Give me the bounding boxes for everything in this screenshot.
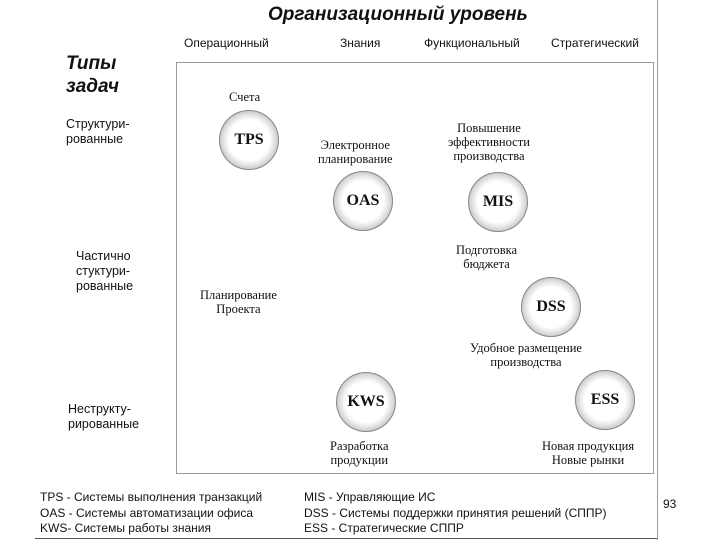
label-efficiency-line-2: эффективности: [448, 135, 530, 149]
legend-mis: MIS - Управляющие ИС: [304, 490, 436, 504]
row-structured-line-1: Структури-: [66, 117, 130, 131]
task-types-line-1: Типы: [66, 53, 117, 74]
label-efficiency-line-1: Повышение: [457, 121, 521, 135]
row-unstructured-line-2: рированные: [68, 417, 140, 431]
label-product-development-line-2: продукции: [330, 453, 389, 467]
node-dss: [521, 277, 581, 337]
row-label-structured: [66, 117, 130, 147]
node-ess-label: ESS: [590, 391, 620, 408]
label-product-development-line-1: Разработка: [330, 439, 389, 453]
legend-dss: DSS - Системы поддержки принятия решений (СППР): [304, 505, 607, 520]
label-budget: [456, 243, 517, 271]
label-efficiency-line-3: производства: [453, 149, 525, 163]
column-header-strategic: Стратегический: [551, 36, 639, 50]
legend-kws: KWS- Системы работы знания: [40, 521, 211, 535]
label-new-products-line-1: Новая продукция: [542, 439, 635, 453]
node-mis-label: MIS: [482, 193, 514, 210]
node-tps: [219, 110, 279, 170]
bottom-rule: [35, 538, 657, 539]
row-semistructured-line-3: рованные: [76, 279, 134, 293]
diagram-title: Организационный уровень: [268, 4, 528, 25]
task-types-title: [66, 52, 119, 98]
node-oas: [333, 171, 393, 231]
row-semistructured-line-2: стуктури-: [76, 264, 131, 278]
row-label-unstructured: [68, 402, 139, 432]
node-dss-label: DSS: [536, 298, 566, 315]
label-production-placement-line-2: производства: [490, 355, 562, 369]
node-ess: [575, 370, 635, 430]
column-header-operational: Операционный: [184, 36, 269, 50]
label-efficiency: [448, 121, 530, 163]
node-kws: [336, 372, 396, 432]
row-structured-line-2: рованные: [66, 132, 124, 146]
column-header-knowledge: Знания: [340, 36, 381, 50]
legend-tps: TPS - Системы выполнения транзакций: [40, 490, 263, 504]
task-types-line-2: задач: [66, 76, 119, 97]
label-budget-line-1: Подготовка: [456, 243, 518, 257]
node-kws-label: KWS: [347, 393, 385, 410]
label-project-planning-line-1: Планирование: [200, 288, 277, 302]
legend-ess: ESS - Стратегические СППР: [304, 521, 464, 535]
label-new-products-line-2: Новые рынки: [551, 453, 625, 467]
node-mis: [468, 172, 528, 232]
page-number: 93: [663, 497, 677, 511]
column-header-functional: Функциональный: [424, 36, 520, 50]
label-electronic-planning: [318, 138, 393, 166]
row-label-semistructured: [76, 249, 133, 294]
label-electronic-planning-line-2: планирование: [318, 152, 393, 166]
label-product-development: [330, 439, 389, 467]
row-unstructured-line-1: Неструкту-: [68, 402, 131, 416]
row-semistructured-line-1: Частично: [76, 249, 131, 263]
label-new-products: [542, 439, 634, 467]
legend-oas: OAS - Системы автоматизации офиса: [40, 505, 254, 520]
label-production-placement-line-1: Удобное размещение: [470, 341, 582, 355]
label-accounts: Счета: [229, 90, 261, 104]
right-divider-line: [657, 0, 658, 540]
node-tps-label: TPS: [234, 131, 264, 148]
node-oas-label: OAS: [346, 192, 380, 209]
label-project-planning: [200, 288, 277, 316]
label-production-placement: [470, 341, 582, 369]
label-electronic-planning-line-1: Электронное: [320, 138, 390, 152]
label-project-planning-line-2: Проекта: [216, 302, 261, 316]
label-budget-line-2: бюджета: [463, 257, 510, 271]
